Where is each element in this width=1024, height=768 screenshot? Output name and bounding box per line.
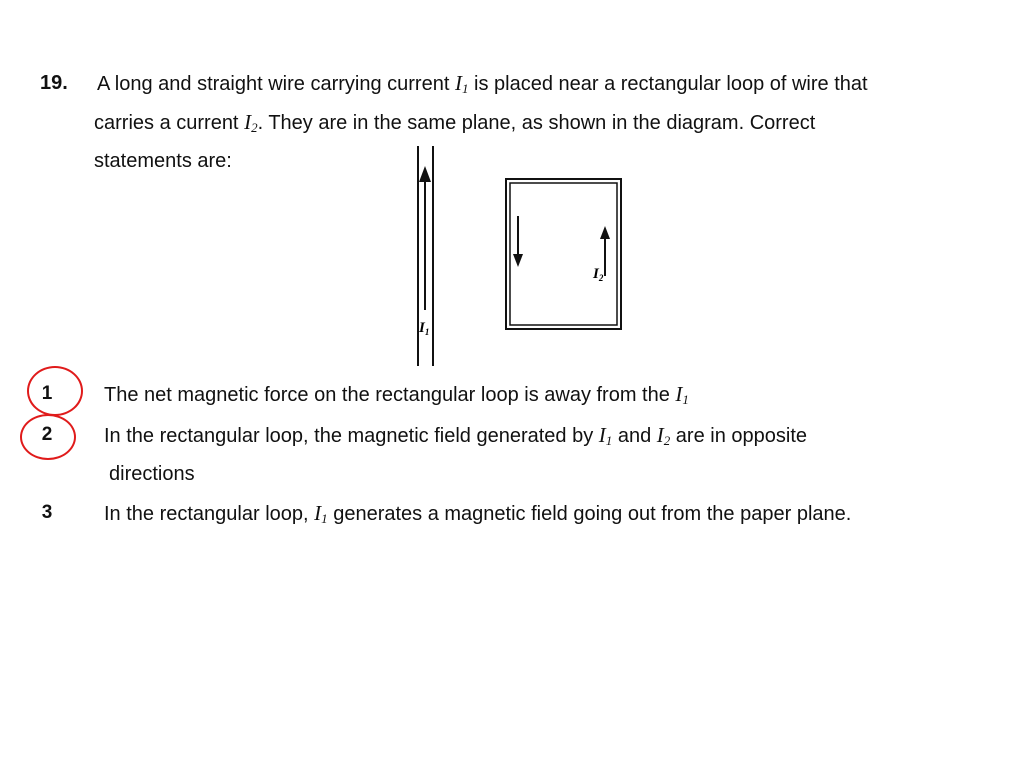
current-symbol: $I_1$ xyxy=(598,423,613,448)
current-symbol: $I_1$ xyxy=(314,501,328,526)
question-number: 19. xyxy=(40,72,68,94)
loop-current-down-arrow-icon xyxy=(513,216,523,267)
current-symbol: $I_2$ xyxy=(656,423,671,448)
question-text: carries a current xyxy=(94,112,245,134)
wire-current-arrow-icon xyxy=(419,166,431,310)
loop-current-up-arrow-icon xyxy=(600,226,610,276)
current-symbol: $I_1$ xyxy=(454,71,469,96)
option-1-number: 1 xyxy=(41,383,53,404)
question-line-3: statements are: xyxy=(94,150,232,172)
question-text: is placed near a rectangular loop of wire that xyxy=(468,73,868,95)
wire-current-label: $I_1$ xyxy=(419,320,430,337)
question-text: . They are in the same plane, as shown in the diagram. Correct xyxy=(257,112,816,134)
option-1-text: The net magnetic force on the rectangular loop is away from the $I_1$ xyxy=(104,382,689,407)
option-3-text: In the rectangular loop, $I_1$ generates a magnetic field going out from the paper plane. xyxy=(104,501,852,526)
option-2-text: In the rectangular loop, the magnetic field generated by $I_1$ and $I_2$ are in opposite xyxy=(104,423,808,448)
rectangular-loop xyxy=(506,179,621,329)
current-symbol: $I_1$ xyxy=(675,382,689,407)
question-text: A long and straight wire carrying current xyxy=(97,73,455,95)
option-2-continuation: directions xyxy=(109,463,195,485)
current-symbol: $I_2$ xyxy=(244,110,258,135)
loop-current-label: $I_2$ xyxy=(593,266,604,283)
option-3-number: 3 xyxy=(41,502,53,523)
option-2-number: 2 xyxy=(41,424,53,445)
answer-circle-annotation xyxy=(27,366,83,416)
